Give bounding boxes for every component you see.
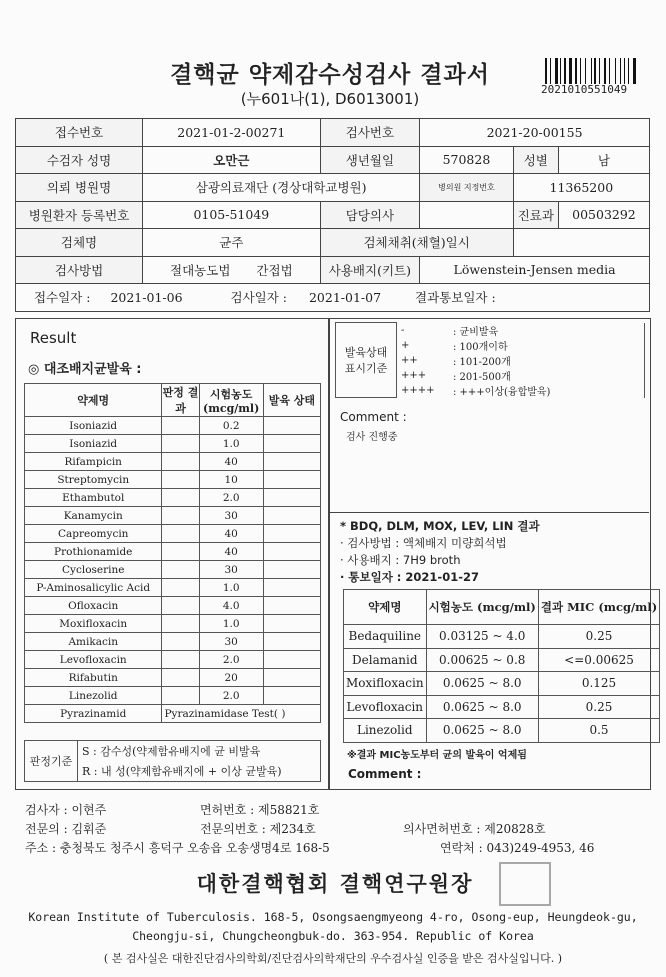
drug-row [25,579,321,597]
legend-meaning: : 201-500개 [449,368,645,383]
col-judgement: 판정 결과 [162,384,199,417]
col-drug: 약제명 [25,384,162,417]
barcode-gap [567,58,568,84]
mic-result: 0.5 [538,719,659,743]
barcode-bar [564,58,566,84]
examiner: 검사자 : 이현주 [25,803,107,817]
comment-label: Comment : [340,410,407,424]
specialist: 전문의 : 김휘준 [25,822,107,836]
label-registration-no: 병원환자 등록번호 [16,201,143,229]
drug-row [25,687,321,705]
concentration: 40 [199,453,263,471]
growth-status [263,525,320,543]
divider [328,512,649,513]
growth-status [263,435,320,453]
drug-row [25,525,321,543]
judgement [162,669,199,687]
header-row [16,229,650,257]
mic-table-header [344,590,660,625]
legend-symbol: + [397,338,450,353]
barcode-bar [569,58,572,84]
label-patient-name: 수검자 성명 [16,146,143,174]
header-row [16,284,650,312]
barcode [545,58,639,84]
judgement [162,453,199,471]
mic-concentration: 0.0625 ~ 8.0 [426,695,538,719]
growth-status [263,507,320,525]
mic-row [344,695,660,719]
drug-name: Kanamycin [25,507,162,525]
pza-drug: Pyrazinamid [25,705,162,723]
legend-label: 발육상태 표시기준 [336,323,397,398]
header-row [16,256,650,284]
legend-meaning: : 균비발육 [449,323,645,338]
pza-test: Pyrazinamidase Test( ) [162,705,321,723]
drug-row [25,417,321,435]
barcode-gap [587,58,590,84]
drug-row [25,435,321,453]
barcode-gap [582,58,584,84]
concentration: 2.0 [199,489,263,507]
judgement [162,417,199,435]
mic-row [344,672,660,696]
mic-drug: Levofloxacin [344,695,427,719]
col-mic-drug: 약제명 [344,590,427,625]
mic-drug: Moxifloxacin [344,672,427,696]
barcode-gap [559,58,560,84]
criteria-table [24,740,321,782]
concentration: 30 [199,507,263,525]
barcode-bar [620,58,621,84]
barcode-gap [637,58,638,84]
mic-row [344,648,660,672]
bdq-section [340,518,540,586]
mic-concentration: 0.03125 ~ 4.0 [426,625,538,649]
receipt-date: 2021-01-06 [110,290,183,306]
english-address-1: Korean Institute of Tuberculosis. 168-5, Osongsaengmyeong 4-ro, Osong-eup, Heungdeok-gu, [28,910,638,924]
barcode-bar [575,58,577,84]
mic-result: 0.25 [538,695,659,719]
report-code: (누601나(1), D6013001) [240,90,420,108]
result-title: Result [30,329,77,347]
method-type: 간접법 [256,262,293,278]
barcode-bar [628,58,629,84]
judgement [162,633,199,651]
english-address-2: Cheongju-si, Chungcheongbuk-do. 363-954. Republic of Korea [132,929,534,943]
legend-symbol: - [397,323,450,338]
specimen: 균주 [143,229,321,257]
legend-meaning: : 101-200개 [449,353,645,368]
barcode-bar [615,58,616,84]
growth-status [263,471,320,489]
growth-status [263,453,320,471]
barcode-bar [555,58,558,84]
barcode-bar [633,58,636,84]
drug-name: Ethambutol [25,489,162,507]
legend-meaning: : 100개이하 [449,338,645,353]
barcode-gap [597,58,598,84]
legend-meaning: : +++이상(융합발육) [449,383,645,398]
label-specimen: 검체명 [16,229,143,257]
header-row [16,146,650,174]
barcode-gap [626,58,627,84]
concentration: 1.0 [199,579,263,597]
drug-row [25,543,321,561]
judgement [162,651,199,669]
drug-row [25,669,321,687]
barcode-gap [592,58,593,84]
medium: Löwenstein-Jensen media [420,256,650,284]
method-value: 절대농도법 [170,262,231,278]
mic-drug: Delamanid [344,648,427,672]
concentration: 40 [199,525,263,543]
growth-status [263,687,320,705]
drug-row [25,633,321,651]
dates-row [16,284,650,312]
barcode-bar [585,58,586,84]
barcode-bar [591,58,592,84]
label-notify-date: 결과통보일자 : [415,290,496,306]
drug-row [25,597,321,615]
mic-note: ※결과 MIC농도부터 균의 발육이 억제됨 [347,750,527,761]
drug-name: Prothionamide [25,543,162,561]
doctor [420,201,514,229]
drug-name: Amikacin [25,633,162,651]
growth-legend [335,322,645,398]
concentration: 1.0 [199,435,263,453]
drug-name: Levofloxacin [25,651,162,669]
concentration: 40 [199,543,263,561]
barcode-gap [548,58,549,84]
label-collection-date: 검체채취(채혈)일시 [320,229,513,257]
hospital: 삼광의료재단 (경상대학교병원) [143,174,420,202]
barcode-bar [604,58,606,84]
doctor-license-no: 의사면허번호 : 제20828호 [403,822,546,836]
barcode-gap [611,58,614,84]
drug-row [25,651,321,669]
barcode-gap [601,58,603,84]
method [143,256,321,284]
contact: 연락처 : 043)249-4953, 46 [440,841,595,855]
concentration: 0.2 [199,417,263,435]
criteria-r: R : 내 성(약제함유배지에 + 이상 균발육) [78,761,321,782]
drug-row [25,561,321,579]
sex: 남 [558,146,649,174]
growth-status [263,561,320,579]
drug-name: Cycloserine [25,561,162,579]
legend-symbol: +++ [397,368,450,383]
judgement [162,435,199,453]
judgement [162,489,199,507]
test-date: 2021-01-07 [308,290,382,306]
registration-no: 0105-51049 [143,201,321,229]
concentration: 2.0 [199,687,263,705]
drug-row [25,471,321,489]
mic-row [344,719,660,743]
drug-table-header [25,384,321,417]
mic-result: 0.25 [538,625,659,649]
barcode-bar [550,58,551,84]
judgement [162,507,199,525]
judgement [162,687,199,705]
license-no: 면허번호 : 제58821호 [200,803,320,817]
report-title: 결핵균 약제감수성검사 결과서 [170,62,490,88]
collection-date [513,229,649,257]
label-receipt-date: 접수일자 : [33,290,91,306]
hospital-code: 11365200 [513,174,649,202]
barcode-gap [617,58,619,84]
judgement [162,615,199,633]
growth-status [263,633,320,651]
drug-name: Rifabutin [25,669,162,687]
test-no: 2021-20-00155 [420,119,650,147]
drug-name: Moxifloxacin [25,615,162,633]
drug-row [25,507,321,525]
growth-status [263,669,320,687]
barcode-bar [560,58,561,84]
barcode-bar [624,58,626,84]
col-concentration: 시험농도 (mcg/ml) [199,384,263,417]
header-table [15,118,650,312]
barcode-gap [622,58,623,84]
mic-concentration: 0.0625 ~ 8.0 [426,672,538,696]
header-row [16,119,650,147]
growth-status [263,489,320,507]
drug-name: Streptomycin [25,471,162,489]
concentration: 20 [199,669,263,687]
comment2-label: Comment : [348,767,422,781]
label-birth-date: 생년월일 [320,146,420,174]
control-growth-label: ◎ 대조배지균발육 : [28,362,142,377]
bdq-date: · 통보일자 : 2021-01-27 [340,570,479,584]
concentration: 1.0 [199,615,263,633]
barcode-bar [599,58,600,84]
mic-concentration: 0.00625 ~ 0.8 [426,648,538,672]
bdq-medium: · 사용배지 : 7H9 broth [340,553,461,567]
certification-note: ( 본 검사실은 대한진단검사의학회/진단검사의학재단의 우수검사실 인증을 받은 검사실입니다. ) [103,952,563,965]
judgement [162,597,199,615]
concentration: 2.0 [199,651,263,669]
drug-name: Linezolid [25,687,162,705]
drug-row [25,615,321,633]
col-mic-result: 결과 MIC (mcg/ml) [538,590,659,625]
growth-status [263,597,320,615]
official-seal [499,862,551,906]
criteria-row [25,741,321,762]
judgement [162,471,199,489]
patient-name: 오만근 [143,146,321,174]
address: 주소 : 충청북도 청주시 흥덕구 오송읍 오송생명4로 168-5 [25,841,330,855]
barcode-gap [578,58,579,84]
growth-status [263,417,320,435]
label-doctor: 담당의사 [320,201,420,229]
concentration: 10 [199,471,263,489]
mic-concentration: 0.0625 ~ 8.0 [426,719,538,743]
label-sex: 성별 [513,146,558,174]
label-hospital: 의뢰 병원명 [16,174,143,202]
drug-name: P-Aminosalicylic Acid [25,579,162,597]
barcode-gap [552,58,554,84]
drug-name: Rifampicin [25,453,162,471]
department: 00503292 [558,201,649,229]
concentration: 30 [199,561,263,579]
judgement [162,579,199,597]
growth-status [263,651,320,669]
mic-table [343,589,660,743]
criteria-label: 판정기준 [25,741,78,782]
comment-text: 검사 진행중 [346,432,398,443]
judgement [162,561,199,579]
bdq-method: · 검사방법 : 액체배지 미량희석법 [340,536,507,550]
barcode-gap [630,58,632,84]
label-method: 검사방법 [16,256,143,284]
mic-result: <=0.00625 [538,648,659,672]
mic-result: 0.125 [538,672,659,696]
barcode-bar [580,58,581,84]
criteria-s: S : 감수성(약제함유배지에 균 비발육 [78,741,321,762]
drug-row [25,453,321,471]
label-receipt-no: 접수번호 [16,119,143,147]
col-growth: 발육 상태 [263,384,320,417]
pza-row [25,705,321,723]
barcode-gap [607,58,608,84]
birth-date: 570828 [420,146,514,174]
drug-name: Isoniazid [25,435,162,453]
growth-status [263,615,320,633]
specialist-no: 전문의번호 : 제234호 [200,822,316,836]
legend-row [336,323,645,338]
barcode-gap [562,58,563,84]
institute-name: 대한결핵협회 결핵연구원장 [196,872,474,896]
drug-name: Ofloxacin [25,597,162,615]
judgement [162,525,199,543]
drug-row [25,489,321,507]
drug-name: Isoniazid [25,417,162,435]
growth-status [263,579,320,597]
label-test-date: 검사일자 : [230,290,287,306]
legend-symbol: ++++ [397,383,450,398]
barcode-bar [545,58,547,84]
drug-name: Capreomycin [25,525,162,543]
label-hospital-code: 병의원 지정번호 [420,174,514,202]
label-department: 진료과 [513,201,558,229]
judgement [162,543,199,561]
label-test-no: 검사번호 [320,119,420,147]
mic-row [344,625,660,649]
growth-status [263,543,320,561]
barcode-gap [573,58,574,84]
barcode-number: 2021010551049 [541,83,628,96]
receipt-no: 2021-01-2-00271 [143,119,321,147]
header-row [16,174,650,202]
bdq-title: * BDQ, DLM, MOX, LEV, LIN 결과 [340,519,540,533]
drug-table [24,383,321,723]
barcode-bar [609,58,610,84]
legend-symbol: ++ [397,353,450,368]
label-medium: 사용배지(키트) [320,256,420,284]
mic-drug: Linezolid [344,719,427,743]
mic-drug: Bedaquiline [344,625,427,649]
concentration: 30 [199,633,263,651]
header-row [16,201,650,229]
barcode-bar [594,58,596,84]
concentration: 4.0 [199,597,263,615]
col-mic-concentration: 시험농도 (mcg/ml) [426,590,538,625]
